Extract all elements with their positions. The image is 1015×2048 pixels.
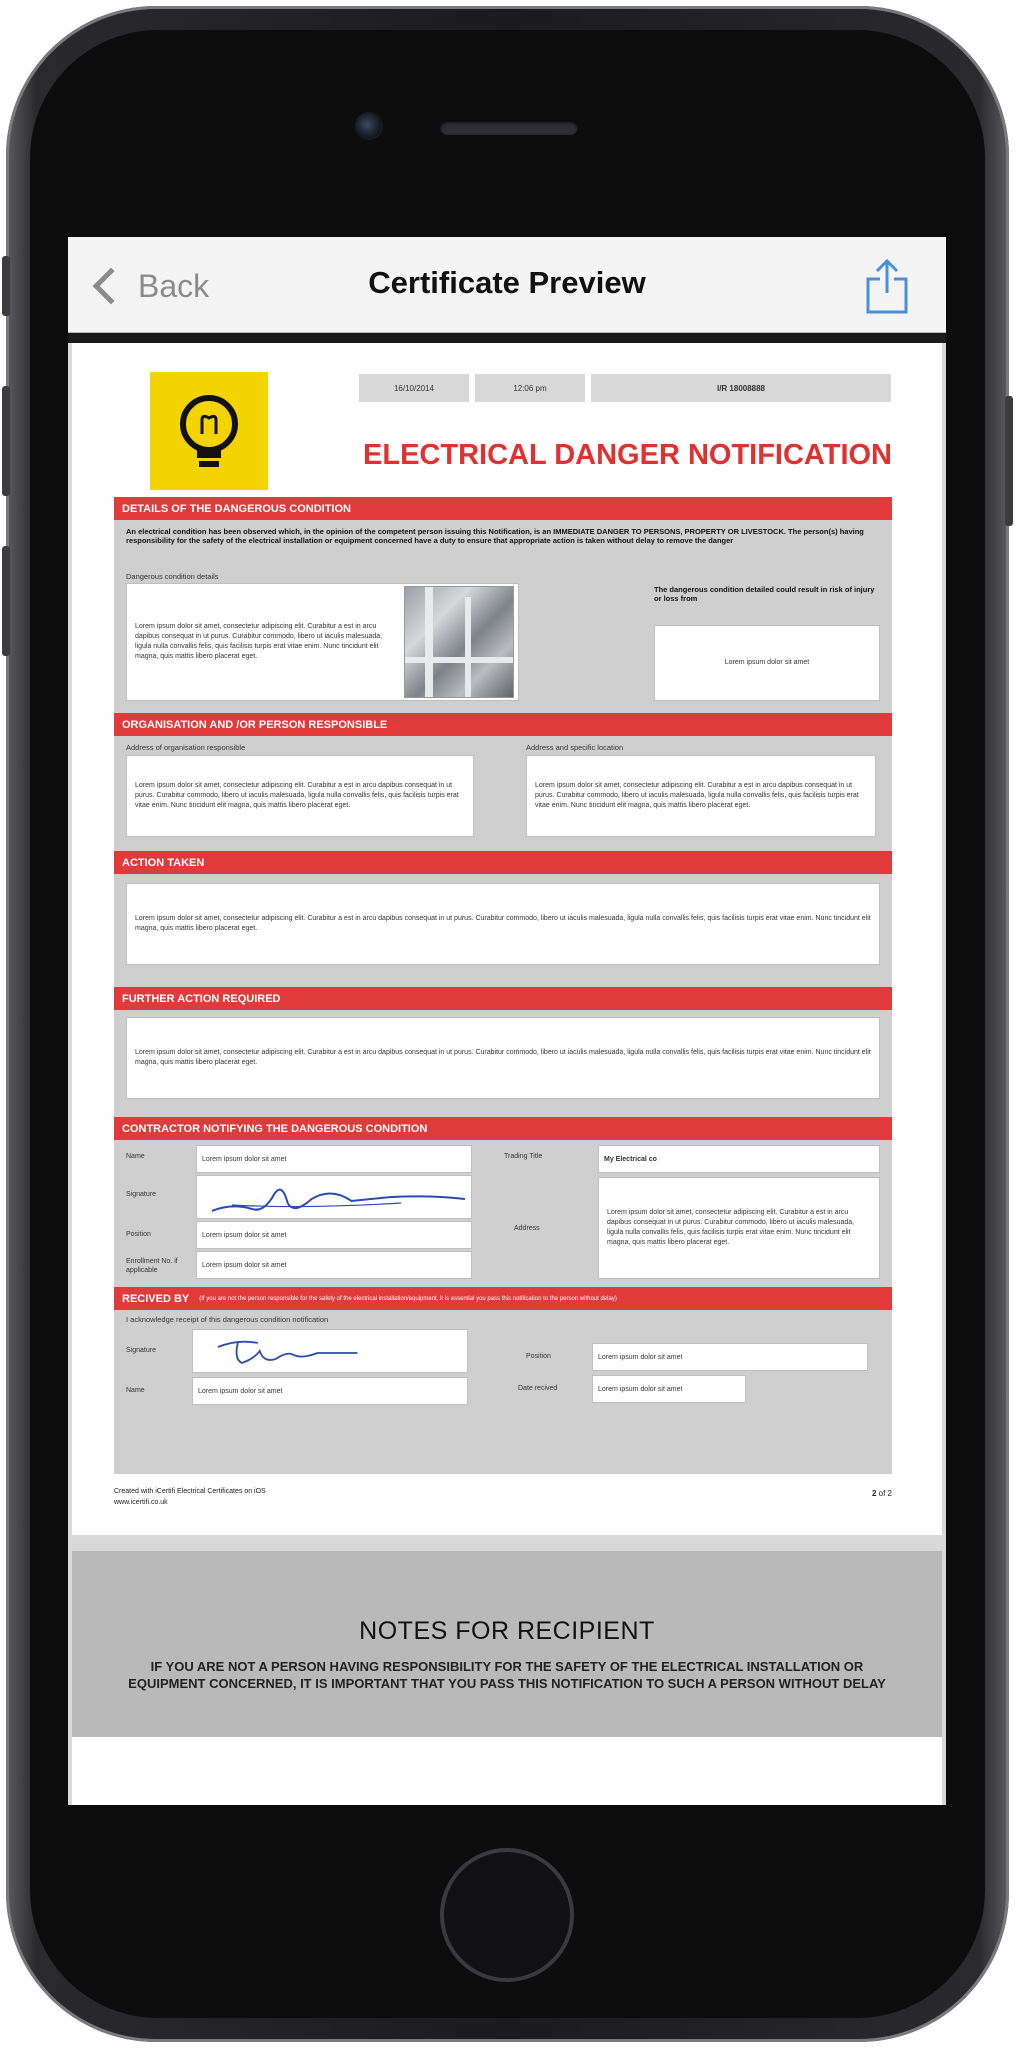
home-button[interactable] — [440, 1848, 574, 1982]
notification-form — [114, 497, 892, 1474]
contractor-name-label: Name — [126, 1153, 145, 1160]
condition-details-text: Lorem ipsum dolor sit amet, consectetur adipiscing elit. Curabitur a est in arcu dapibus consequat in ut purus. Curabitur commodo, libero ut iaculis malesuada, ligula nulla convallis felis, quis facilisis turpis erat vitae enim. Nunc tincidunt elit magna, quis mattis libero placerat eget. — [135, 623, 383, 660]
action-box — [126, 883, 880, 965]
location-label: Address and specific location — [526, 743, 624, 752]
earpiece-speaker — [440, 120, 578, 135]
header-info — [359, 374, 891, 402]
mute-switch — [2, 256, 10, 316]
trading-title-field: My Electrical co — [598, 1145, 880, 1173]
received-note: (If you are not the person responsible for the safety of the electrical installation/equipment, it is essential you pass this notification to the person without delay) — [199, 1295, 617, 1302]
location-box — [526, 755, 876, 837]
signature-mark — [202, 1175, 471, 1219]
section-header-contractor: CONTRACTOR NOTIFYING THE DANGEROUS CONDITION — [114, 1117, 892, 1140]
date-cell: 16/10/2014 — [359, 374, 469, 402]
bottom-area — [72, 1737, 942, 1805]
section-header-details: DETAILS OF THE DANGEROUS CONDITION — [114, 497, 892, 520]
org-address-text: Lorem ipsum dolor sit amet, consectetur adipiscing elit. Curabitur a est in arcu dapibus consequat in ut purus. Curabitur commodo, libero ut iaculis malesuada, ligula nulla convallis felis, quis facilisis turpis erat vitae enim. Nunc tincidunt elit magna, quis mattis libero placerat eget. — [135, 782, 459, 809]
action-text: Lorem ipsum dolor sit amet, consectetur adipiscing elit. Curabitur a est in arcu dapibus consequat in ut purus. Curabitur commodo, libero ut iaculis malesuada, ligula nulla convallis felis, quis facilisis turpis erat vitae enim. Nunc tincidunt elit magna, quis mattis libero placerat eget. — [135, 915, 871, 932]
front-camera — [355, 112, 383, 140]
share-icon[interactable] — [864, 257, 910, 315]
risk-box — [654, 625, 880, 701]
footer-created: Created with iCertifi Electrical Certificates on iOS — [114, 1488, 266, 1495]
contractor-position-field: Lorem ipsum dolor sit amet — [196, 1221, 472, 1249]
trading-title-label: Trading Title — [504, 1153, 543, 1160]
received-position-label: Position — [526, 1353, 551, 1360]
page-number — [812, 1489, 892, 1498]
risk-text: Lorem ipsum dolor sit amet — [724, 659, 810, 666]
enrolment-field: Lorem ipsum dolor sit amet — [196, 1251, 472, 1279]
contractor-name-field: Lorem ipsum dolor sit amet — [196, 1145, 472, 1173]
divider — [68, 333, 946, 343]
lightbulb-icon — [150, 372, 268, 490]
contractor-address-box — [598, 1177, 880, 1279]
page-current: 2 — [871, 1489, 877, 1498]
page-title: Certificate Preview — [368, 265, 646, 300]
navigation-bar — [68, 237, 946, 333]
contractor-address-text: Lorem ipsum dolor sit amet, consectetur adipiscing elit. Curabitur a est in arcu dapibus consequat in ut purus. Curabitur commodo, libero ut iaculis malesuada, ligula nulla convallis felis, quis facilisis turpis erat vitae enim. Nunc tincidunt elit magna, quis mattis libero placerat eget. — [607, 1209, 855, 1246]
contractor-position-label: Position — [126, 1231, 151, 1238]
notes-for-recipient — [72, 1551, 942, 1737]
section-header-further: FURTHER ACTION REQUIRED — [114, 987, 892, 1010]
org-address-label: Address of organisation responsible — [126, 743, 246, 752]
received-heading: RECIVED BY — [122, 1292, 190, 1305]
contractor-address-label: Address — [514, 1225, 540, 1232]
notes-body: IF YOU ARE NOT A PERSON HAVING RESPONSIBILITY FOR THE SAFETY OF THE ELECTRICAL INSTALLATION OR EQUIPMENT CONCERNED, IT IS IMPORTANT THAT YOU PASS THIS NOTIFICATION TO SUCH A PERSON WITHOUT DELAY — [128, 1659, 886, 1691]
received-position-field: Lorem ipsum dolor sit amet — [592, 1343, 868, 1371]
org-address-box — [126, 755, 474, 837]
received-signature-field — [192, 1329, 468, 1373]
contractor-signature-field — [196, 1175, 472, 1219]
received-signature-label: Signature — [126, 1347, 156, 1354]
volume-down-button — [2, 546, 10, 656]
notes-title: NOTES FOR RECIPIENT — [359, 1617, 655, 1645]
section-header-action: ACTION TAKEN — [114, 851, 892, 874]
volume-up-button — [2, 386, 10, 496]
received-name-label: Name — [126, 1387, 145, 1394]
section-header-received — [114, 1287, 892, 1310]
document-title: ELECTRICAL DANGER NOTIFICATION — [363, 439, 892, 471]
contractor-signature-label: Signature — [126, 1191, 156, 1198]
enrolment-label: Enrollment No. if applicable — [126, 1258, 178, 1274]
date-received-label: Date recived — [518, 1385, 558, 1392]
acknowledge-text: I acknowledge receipt of this dangerous condition notification — [126, 1315, 329, 1324]
section-header-organisation: ORGANISATION AND /OR PERSON RESPONSIBLE — [114, 713, 892, 736]
condition-details-box — [126, 583, 519, 701]
back-label: Back — [138, 267, 210, 304]
risk-label: The dangerous condition detailed could result in risk of injury or loss from — [654, 585, 875, 603]
reference-cell: I/R 18008888 — [591, 374, 891, 402]
received-signature-mark — [198, 1329, 467, 1373]
date-received-field: Lorem ipsum dolor sit amet — [592, 1375, 746, 1403]
footer-url: www.icertifi.co.uk — [114, 1499, 168, 1506]
certificate-page[interactable] — [72, 343, 942, 1535]
power-button — [1005, 396, 1013, 526]
further-text: Lorem ipsum dolor sit amet, consectetur adipiscing elit. Curabitur a est in arcu dapibus consequat in ut purus. Curabitur commodo, libero ut iaculis malesuada, ligula nulla convallis felis, quis facilisis turpis erat vitae enim. Nunc tincidunt elit magna, quis mattis libero placerat eget. — [135, 1049, 871, 1066]
page-of: of — [878, 1489, 886, 1498]
received-name-field: Lorem ipsum dolor sit amet — [192, 1377, 468, 1405]
further-box — [126, 1017, 880, 1099]
electrical-panel-photo — [404, 586, 514, 698]
time-cell: 12:06 pm — [475, 374, 585, 402]
page-total: 2 — [887, 1489, 892, 1498]
details-intro: An electrical condition has been observed which, in the opinion of the competent person issuing this Notification, is an IMMEDIATE DANGER TO PERSONS, PROPERTY OR LIVESTOCK. The person(s) having responsibility for the safety of the electrical installation or equipment concerned have a duty to ensure that appropriate action is taken without delay to remove the danger — [126, 527, 864, 545]
condition-label: Dangerous condition details — [126, 572, 219, 581]
screen — [68, 237, 946, 1805]
location-text: Lorem ipsum dolor sit amet, consectetur adipiscing elit. Curabitur a est in arcu dapibus consequat in ut purus. Curabitur commodo, libero ut iaculis malesuada, ligula nulla convallis felis, quis facilisis turpis erat vitae enim. Nunc tincidunt elit magna, quis mattis libero placerat eget. — [535, 782, 859, 809]
